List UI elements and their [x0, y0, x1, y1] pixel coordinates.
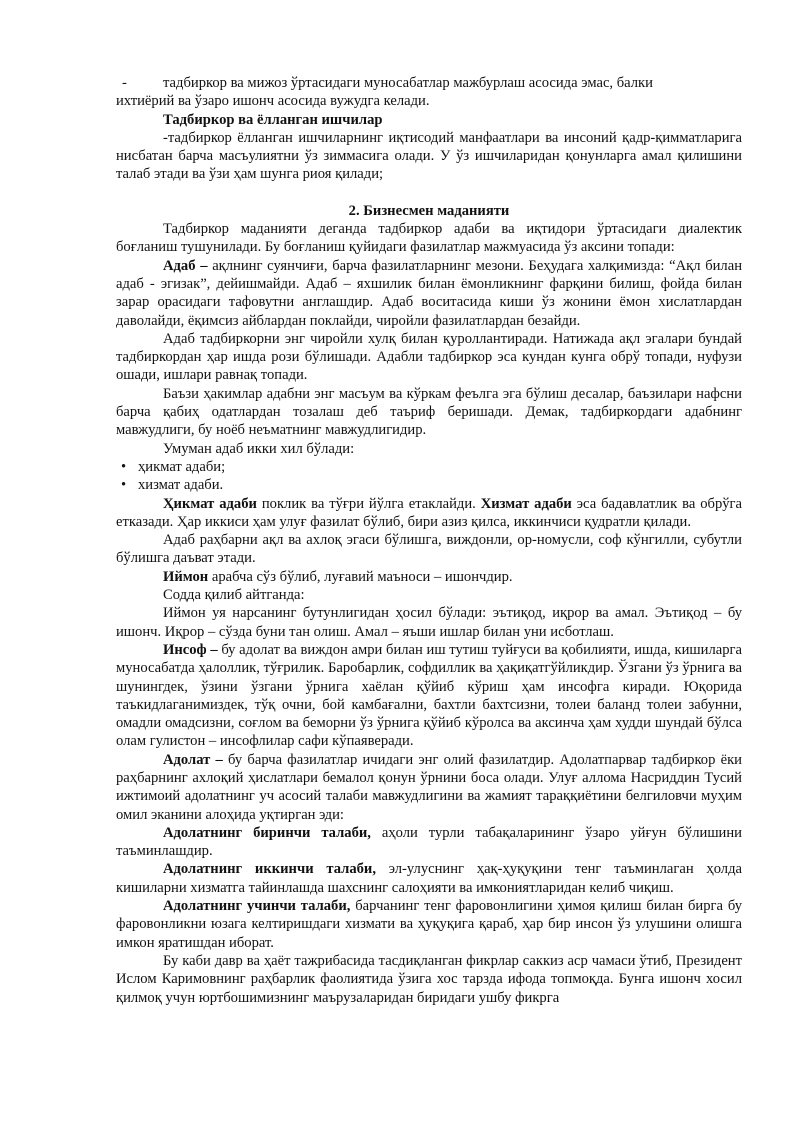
paragraph: Иймон уя нарсанинг бутунлигидан ҳосил бўлади: эътиқод, иқрор ва амал. Эътиқод – бу ишонч. Иқрор – сўзда буни тан олиш. Амал – яъши ишлар билан уни исботлаш. — [116, 605, 742, 640]
term-bold: Инсоф – — [163, 641, 218, 658]
paragraph-first-requirement — [116, 824, 742, 861]
paragraph-text: эса бадавлатлик ва обрўга етказади. Ҳар иккиси ҳам улуғ фазилат бўлиб, бири азиз қилса, иккинчиси қудратли қилади. — [116, 495, 743, 530]
paragraph-insof — [116, 641, 742, 751]
dash-paragraph — [116, 74, 742, 92]
document-page — [116, 74, 742, 1007]
paragraph: Адаб раҳбарни ақл ва ахлоқ эгаси бўлишга, виждонли, ор-номусли, соф кўнгилли, субутли бўлишга даъват этади. — [116, 532, 742, 567]
paragraph: Содда қилиб айтганда: — [163, 587, 305, 604]
term-bold: Адолатнинг биринчи талаби, — [163, 824, 371, 841]
paragraph: Адаб тадбиркорни энг чиройли хулқ билан қуроллантиради. Натижада ақл эгалари бундай тадбиркордан ҳар ишда рози бўлишади. Адабли тадбиркор эса кундан кунга обрў топади, нуфузи ошади, ишлари равнақ топади. — [116, 330, 742, 384]
paragraph-text: бу барча фазилатлар ичидаги энг олий фазилатдир. Адолатпарвар тадбиркор ёки раҳбарнинг ахлоқий ҳислатлари бемалол қонун ўрнини боса олади. Улуғ аллома Насриддин Тусий ижтимоий адолатнинг уч асосий талаби мавжудлигини ва жамият тараққиётини белгиловчи муҳим омил эканини алоҳида уқтирган эди: — [116, 751, 742, 823]
term-bold: Адаб – — [163, 257, 208, 274]
paragraph-second-requirement — [116, 860, 742, 897]
paragraph-hikmat — [116, 495, 742, 532]
paragraph: Тадбиркор маданияти деганда тадбиркор адаби ва иқтидори ўртасидаги диалектик боғланиш тушунилади. Бу боғланиш қуйидаги фазилатлар мажмуасида ўз аксини топади: — [116, 221, 742, 256]
paragraph: Умуман адаб икки хил бўлади: — [163, 440, 355, 457]
list-item-text: ҳикмат адаби; — [138, 458, 226, 475]
paragraph-text: арабча сўз бўлиб, луғавий маъноси – ишончдир. — [208, 568, 513, 585]
paragraph: Бу каби давр ва ҳаёт тажрибасида тасдиқланган фикрлар саккиз аср чамаси ўтиб, Президент Ислом Каримовнинг раҳбарлик фаолиятида ўзига хос тарзда ифода топмоқда. Бунга ишонч хосил қилмоқ учун юртбошимизнинг маърузаларидан биридаги ушбу фикрга — [116, 952, 742, 1006]
section-heading: 2. Бизнесмен маданияти — [348, 202, 510, 219]
bullet-icon: • — [121, 458, 127, 475]
paragraph-text: аҳоли турли табақаларининг ўзаро уйғун бўлишини таъминлашдир. — [116, 824, 742, 860]
paragraph-third-requirement — [116, 897, 742, 952]
subheading: Тадбиркор ва ёлланган ишчилар — [163, 111, 383, 128]
term-bold: Адолат – — [163, 751, 223, 768]
paragraph-text: бу адолат ва виждон амри билан иш тутиш туйғуси ва қобилияти, ишда, кишиларга муносабатда ҳалоллик, тўғрилик. Баробарлик, софдиллик ва ҳақиқатгўйликдир. Ўзгани ўз ўрнига ва шунингдек, ўзини ўзгани ўрнига хаёлан қўйиб кўриш ҳам инсофга киради. Юқорида таъкидлаганимиздек, тўқ очни, бой камбағални, бахтли бахтсизни, толеи баланд толеи забунни, омадли омадсизни, соғлом ва беморни ўз ўрнига қўйиб кўролса ва аксинча ҳам худди шундай бўлса олам гулистон – инсофлилар сафи кўпаяверади. — [116, 641, 742, 750]
paragraph: -тадбиркор ёлланган ишчиларнинг иқтисодий манфаатлари ва инсоний қадр-қимматларига нисбатан барча масъулиятни ўз зиммасига олади. У ўз ишчиларидан қонунларга амал қилишини талаб этади ва ўзи ҳам шунга риоя қилади; — [116, 129, 742, 183]
paragraph-adolat — [116, 751, 742, 824]
paragraph-text: барчанинг тенг фаровонлигини ҳимоя қилиш билан бирга бу фаровонликни юзага келтиришдаги хизмати ва ҳуқуқига қараб, ҳар бир инсон ўз улушини олишга имкон яратишдан иборат. — [116, 898, 743, 951]
paragraph-text: поклик ва тўғри йўлга етаклайди. — [256, 495, 481, 512]
term-bold: Ҳикмат адаби — [163, 495, 257, 512]
term-bold: Иймон — [163, 568, 209, 585]
paragraph-text: ақлнинг суянчиғи, барча фазилатларнинг мезони. Беҳудага халқимизда: “Ақл билан адаб - эгизак”, дейишмайди. Адаб – яхшилик билан ёмонликнинг фарқини билиш, фойда билан зарар орасидаги тафовутни англашдир. Адаб воситасида киши ўз жонини ёмон хислатлардан даволайди, ёқимсиз айблардан поклайди, чиройли фазилатлардан безайди. — [116, 257, 742, 329]
dash-marker: - — [122, 75, 127, 91]
paragraph-iymon — [116, 568, 742, 586]
term-bold: Хизмат адаби — [480, 495, 572, 512]
bullet-icon: • — [121, 477, 127, 494]
paragraph-text: тадбиркор ва мижоз ўртасидаги муносабатлар мажбурлаш асосида эмас, балки — [163, 75, 653, 91]
list-item — [116, 476, 742, 494]
paragraph-continuation: ихтиёрий ва ўзаро ишонч асосида вужудга келади. — [116, 93, 430, 110]
list-item-text: хизмат адаби. — [138, 477, 224, 494]
paragraph: Баъзи ҳакимлар адабни энг масъум ва кўркам феълга эга бўлиш десалар, баъзилари нафсни барча қабиҳ одатлардан тозалаш деб таъриф беришади. Демак, тадбиркордаги адабнинг мавжудлиги, бу ноёб неъматнинг мавжудлигидир. — [116, 385, 742, 439]
paragraph-adab — [116, 257, 742, 330]
list-item — [116, 458, 742, 476]
term-bold: Адолатнинг иккинчи талаби, — [163, 861, 376, 878]
term-bold: Адолатнинг учинчи талаби, — [163, 898, 351, 915]
paragraph-text: эл-улуснинг ҳақ-ҳуқуқини тенг таъминлаган ҳолда кишиларни хизматга тайинлашда шахснинг салоҳияти ва имкониятларидан келиб чиқиш. — [116, 861, 742, 896]
